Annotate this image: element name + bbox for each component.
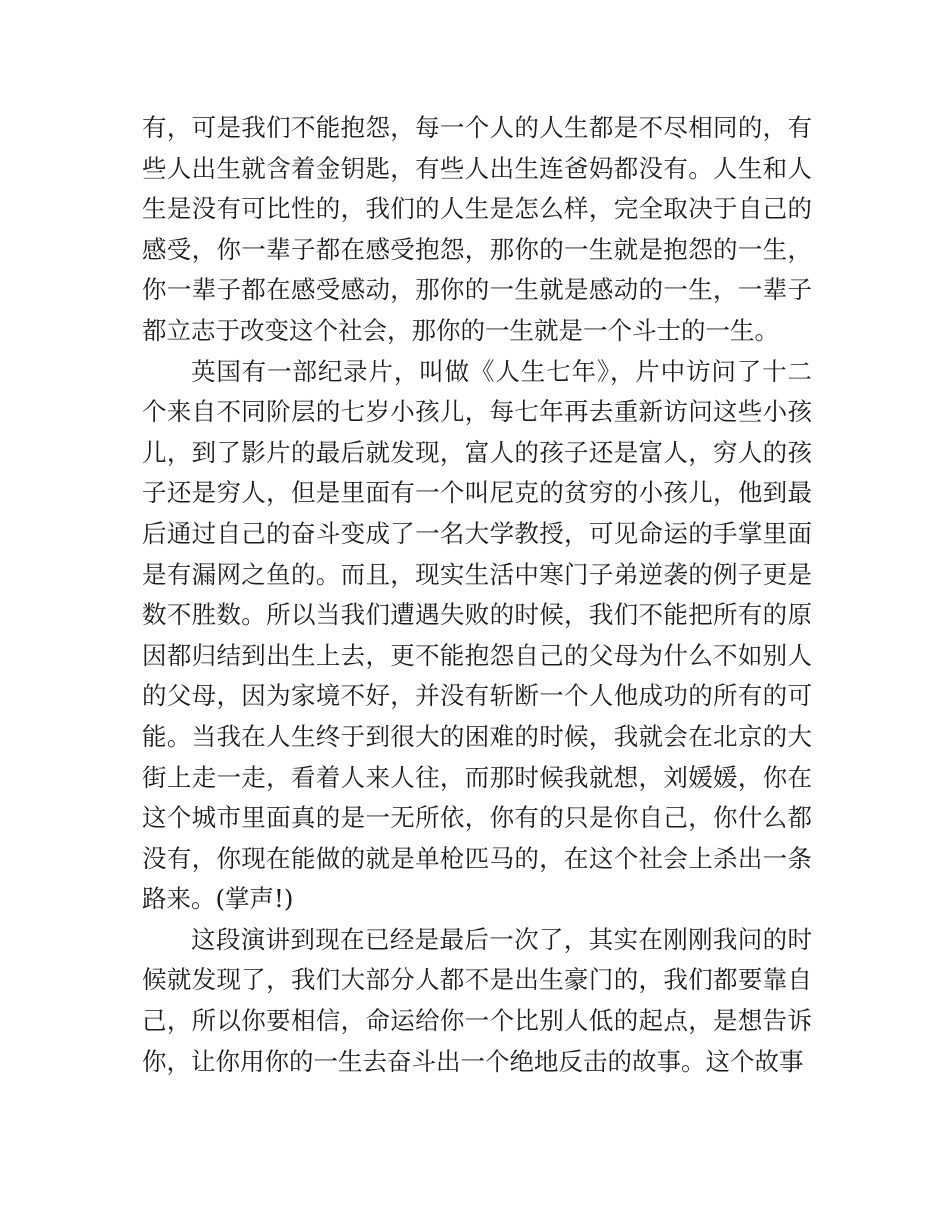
paragraph-2: 英国有一部纪录片，叫做《人生七年》，片中访问了十二个来自不同阶层的七岁小孩儿，每七年再去重新访问这些小孩儿，到了影片的最后就发现，富人的孩子还是富人，穷人的孩子还是穷人，但是里面有一个叫尼克的贫穷的小孩儿，他到最后通过自己的奋斗变成了一名大学教授，可见命运的手掌里面是有漏网之鱼的。而且，现实生活中寒门子弟逆袭的例子更是数不胜数。所以当我们遭遇失败的时候，我们不能把所有的原因都归结到出生上去，更不能抱怨自己的父母为什么不如别人的父母，因为家境不好，并没有斩断一个人他成功的所有的可能。当我在人生终于到很大的困难的时候，我就会在北京的大街上走一走，看着人来人往，而那时候我就想，刘媛媛，你在这个城市里面真的是一无所依，你有的只是你自己，你什么都没有，你现在能做的就是单枪匹马的，在这个社会上杀出一条路来。(掌声!): [142, 356, 812, 914]
document-body: [142, 108, 812, 1082]
paragraph-1: 有，可是我们不能抱怨，每一个人的人生都是不尽相同的，有些人出生就含着金钥匙，有些人出生连爸妈都没有。人生和人生是没有可比性的，我们的人生是怎么样，完全取决于自己的感受，你一辈子都在感受抱怨，那你的一生就是抱怨的一生，你一辈子都在感受感动，那你的一生就是感动的一生，一辈子都立志于改变这个社会，那你的一生就是一个斗士的一生。: [142, 113, 812, 345]
paragraph-3: 这段演讲到现在已经是最后一次了，其实在刚刚我问的时候就发现了，我们大部分人都不是出生豪门的，我们都要靠自己，所以你要相信，命运给你一个比别人低的起点，是想告诉你，让你用你的一生去奋斗出一个绝地反击的故事。这个故事: [142, 924, 812, 1076]
